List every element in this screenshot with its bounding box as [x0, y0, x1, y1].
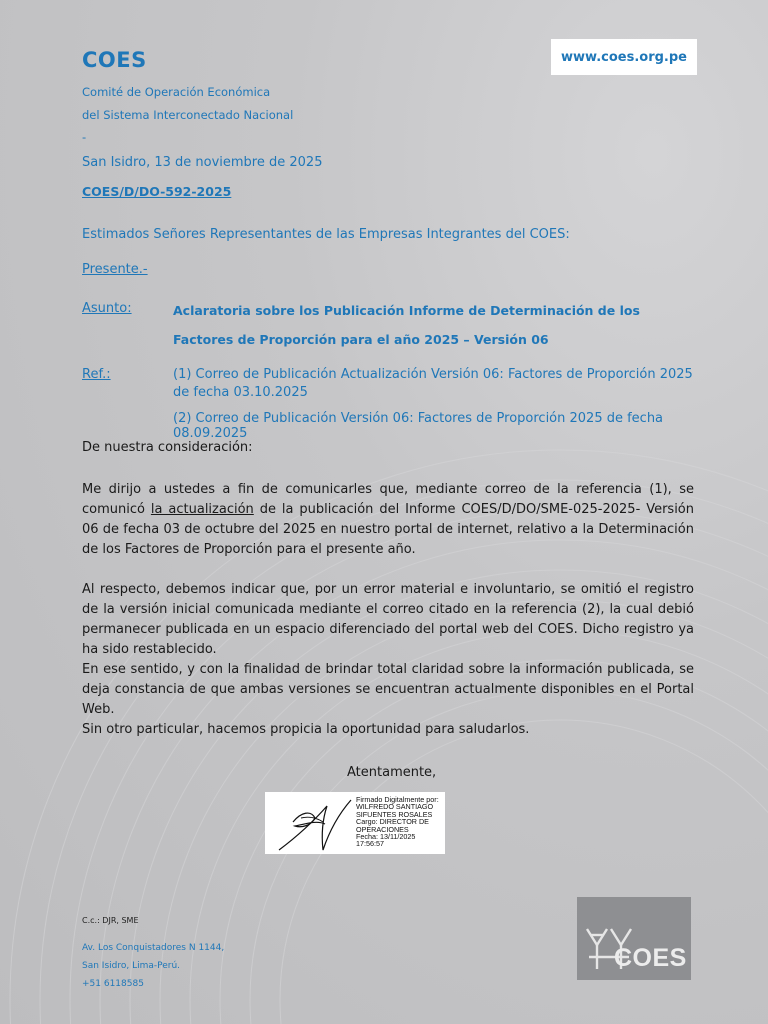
subject-label: Asunto: [82, 301, 132, 316]
paragraph-1-underlined: la actualización [150, 502, 254, 517]
signature-line-6: Fecha: 13/11/2025 17:56:57 [356, 832, 416, 849]
letter-date: San Isidro, 13 de noviembre de 2025 [82, 155, 323, 170]
document-number: COES/D/DO-592-2025 [82, 184, 232, 199]
presente-label: Presente.- [82, 262, 148, 277]
org-full-name-line1: Comité de Operación Económica [82, 85, 271, 99]
reference-1: (1) Correo de Publicación Actualización Versión 06: Factores de Proporción 2025 de fecha 03.10.2025 [173, 367, 693, 400]
body-paragraph-1 [82, 480, 694, 560]
reference-label: Ref.: [82, 367, 111, 382]
coes-logo [577, 897, 691, 980]
address-line-1: Av. Los Conquistadores N 1144, [82, 943, 225, 953]
signature-details [356, 796, 444, 848]
digital-signature-stamp [265, 792, 445, 854]
paragraph-1-end: de la publicación del Informe COES/D/DO/SME-025-2025- Versión 06 de fecha 03 de octubre del 2025 en nuestro portal de internet, relativo a la Determinación de los Factores de Proporción para el presente año. [82, 502, 695, 557]
signature-scribble-icon [265, 792, 357, 854]
salutation: De nuestra consideración: [82, 440, 253, 455]
paragraph-1-start: Me dirijo a ustedes a fin de comunicarles que, mediante correo de la referencia (1), se comunicó [82, 482, 694, 517]
signature-line-3: SIFUENTES ROSALES [356, 809, 433, 819]
logo-text: COES [614, 944, 687, 972]
body-paragraph-3: En ese sentido, y con la finalidad de brindar total claridad sobre la información publicada, se deja constancia de que ambas versiones se encuentran actualmente disponibles en el Portal Web. [82, 662, 694, 717]
signature-line-5: OPERACIONES [356, 824, 409, 834]
subject-text: Aclaratoria sobre los Publicación Informe de Determinación de los Factores de Proporción para el año 2025 – Versión 06 [173, 303, 640, 347]
carbon-copy: C.c.: DJR, SME [82, 916, 139, 925]
signature-line-4: Cargo: DIRECTOR DE [356, 817, 429, 827]
body-paragraph-4: Sin otro particular, hacemos propicia la oportunidad para saludarlos. [82, 722, 530, 737]
header-separator: - [82, 130, 87, 144]
signature-line-1: Firmado Digitalmente por: [356, 795, 439, 804]
address-line-2: San Isidro, Lima-Perú. [82, 961, 181, 971]
signature-line-2: WILFREDO SANTIAGO [356, 802, 434, 812]
org-short-name: COES [82, 48, 147, 72]
website-link[interactable]: www.coes.org.pe [551, 39, 697, 75]
greeting: Estimados Señores Representantes de las Empresas Integrantes del COES: [82, 227, 570, 242]
org-full-name-line2: del Sistema Interconectado Nacional [82, 108, 294, 122]
body-paragraph-2: Al respecto, debemos indicar que, por un error material e involuntario, se omitió el registro de la versión inicial comunicada mediante el correo citado en la referencia (2), la cual debió permanecer publicada en un espacio diferenciado del portal web del COES. Dicho registro ya ha sido restablecido. [82, 582, 694, 657]
phone-number: +51 6118585 [82, 979, 144, 989]
reference-2: (2) Correo de Publicación Versión 06: Factores de Proporción 2025 de fecha 08.09.2025 [173, 411, 664, 441]
closing: Atentamente, [347, 765, 437, 780]
